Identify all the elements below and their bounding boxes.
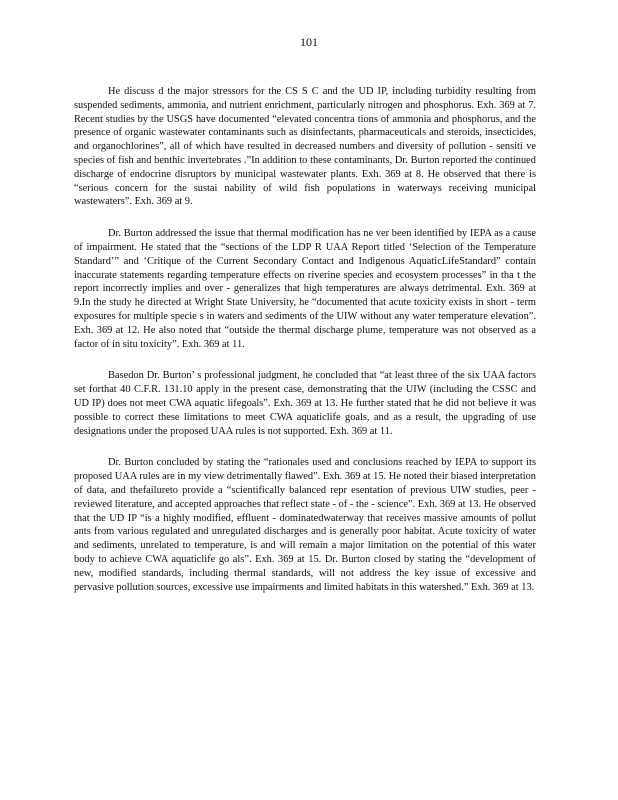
paragraph-4-text: Dr. Burton concluded by stating the “rationales used and conclusions reached by IEPA to support its proposed UAA rules are in my view detrimentally flawed”. Exh. 369 at 15. He noted their biased interpretation of data, and thefailureto provide a “scientifically balanced repr esentation of previous UIW studies, peer - reviewed literature, and accepted approaches that reflect state - of - the - science”. Exh. 369 at 13. He observed that the UD IP “is a highly modified, effluent - dominatedwaterway that receives massive amounts of pollut ants from various regulated and unregulated discharges and is generally poor habitat. Acute toxicity of water and sediments, unrelated to temperature, is and will remain a major limitation on the potential of this water body to achieve CWA aquaticlife go als”. Exh. 369 at 15. Dr. Burton closed by stating the “development of new, modified standards, including thermal standards, will not address the key issue of excessive and pervasive pollution sources, excessive use impairments and limited habitats in this watershed.” Exh. 369 at 13. [74,457,536,593]
paragraph-3 [74,369,536,438]
paragraph-1 [74,85,536,209]
paragraph-3-text: Basedon Dr. Burton’ s professional judgment, he concluded that “at least three of the six UAA factors set forthat 40 C.F.R. 131.10 apply in the present case, demonstrating that the UIW (including the CSSC and UD IP) does not meet CWA aquatic lifegoals”. Exh. 369 at 13. He further stated that he did not believe it was possible to correct these limitations to meet CWA aquaticlife goals, and as a result, the upgrading of use designations under the proposed UAA rules is not supported. Exh. 369 at 11. [74,370,536,437]
document-body [74,85,536,612]
paragraph-2-text: Dr. Burton addressed the issue that thermal modification has ne ver been identified by IEPA as a cause of impairment. He stated that the “sections of the LDP R UAA Report titled ‘Selection of the Temperature Standard’” and ‘Critique of the Current Secondary Contact and Indigenous AquaticLifeStandard” contain inaccurate statements regarding temperature effects on riverine species and ecosystem processes” in tha t the report incorrectly implies and over - generalizes that high temperatures are always detrimental. Exh. 369 at 9.In the study he directed at Wright State University, he “documented that acute toxicity exists in short - term exposures for multiple specie s in waters and sediments of the UIW without any water temperature elevation”. Exh. 369 at 12. He also noted that “outside the thermal discharge plume, temperature was not observed as a factor of in situ toxicity”. Exh. 369 at 11. [74,228,536,350]
paragraph-1-text: He discuss d the major stressors for the CS S C and the UD IP, including turbidity resulting from suspended sediments, ammonia, and nutrient enrichment, particularly nitrogen and phosphorus. Exh. 369 at 7. Recent studies by the USGS have documented “elevated concentra tions of ammonia and phosphorus, and the presence of organic wastewater contaminants such as disinfectants, pharmaceuticals and steroids, insecticides, and organochlorines”, all of which have resulted in decreased numbers and diversity of pollution - sensiti ve species of fish and benthic invertebrates .”In addition to these contaminants, Dr. Burton reported the continued discharge of endocrine disruptors by municipal wastewater plants. Exh. 369 at 8. He observed that there is “serious concern for the sustai nability of wild fish populations in waterways receiving municipal wastewaters”. Exh. 369 at 9. [74,86,536,208]
paragraph-4 [74,456,536,594]
paragraph-2 [74,227,536,351]
page-number: 101 [300,35,318,49]
